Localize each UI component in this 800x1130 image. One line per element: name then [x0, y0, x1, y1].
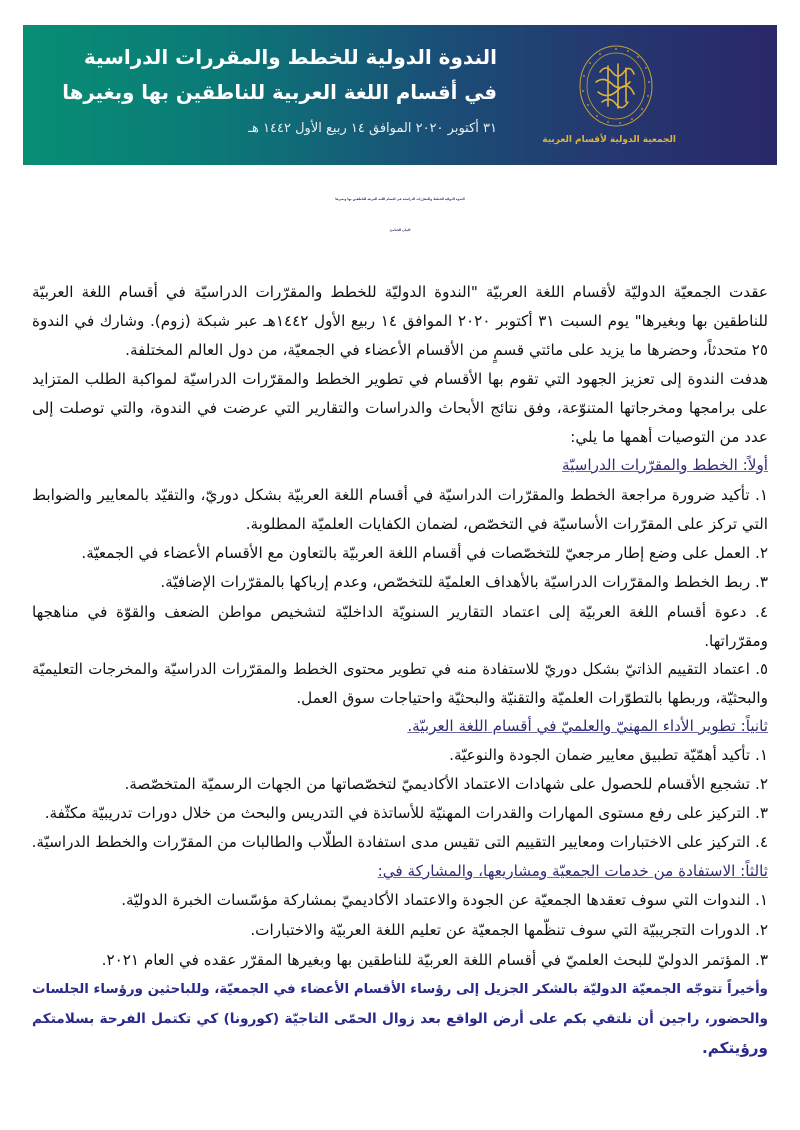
- banner-date: ٣١ أكتوبر ٢٠٢٠ الموافق ١٤ ربيع الأول ١٤٤٢ هـ: [248, 121, 497, 136]
- intro-line: ٢٥ متحدثاً، وحضرها ما يزيد على مائتي قسمٍ من الأقسام الأعضاء في الجمعيّة، من دول العالم المختلفة.: [125, 341, 768, 359]
- list-item: ٣. المؤتمر الدوليّ للبحث العلميّ في أقسام اللغة العربيّة للناطقين بها وبغيرها المقرّر عقده في العام ٢٠٢١.: [101, 951, 768, 969]
- intro-line: هدفت الندوة إلى تعزيز الجهود التي تقوم بها الأقسام في تطوير الخطط والمقرّرات الدراسيّة لمواكبة الطلب المتزايد: [32, 370, 768, 388]
- list-item: ١. تأكيد أهمّيّة تطبيق معايير ضمان الجودة والنوعيّة.: [449, 746, 768, 764]
- closing-line: وأخيراً تتوجّه الجمعيّة الدوليّة بالشكر الجزيل إلى رؤساء الأقسام الأعضاء في الجمعيّة، وللباحثين ورؤساء الجلسات: [32, 982, 768, 997]
- intro-line: للناطقين بها وبغيرها" يوم السبت ٣١ أكتوبر ٢٠٢٠ الموافق ١٤ ربيع الأول ١٤٤٢هـ عبر شبكة (زوم). وشارك في الندوة: [32, 312, 768, 330]
- section-heading-3: ثالثاً: الاستفادة من خدمات الجمعيّة ومشاريعها، والمشاركة في:: [377, 862, 768, 880]
- banner-title-line1: الندوة الدولية للخطط والمقررات الدراسية: [83, 45, 497, 69]
- calligraphy-seal-logo-icon: [578, 44, 654, 128]
- intro-line: على برامجها ومخرجاتها المتنوّعة، وفق نتائج الأبحاث والدراسات والتقارير التي عرضت في الندوة، والتي توصلت إلى: [32, 399, 768, 417]
- section-heading-2: ثانياً: تطوير الأداء المهنيّ والعلميّ في أقسام اللغة العربيّة.: [407, 717, 768, 735]
- list-item: ٤. التركيز على الاختبارات ومعايير التقييم التى تقيس مدى استفادة الطلّاب والطالبات من المقرّرات والخطط الدراسيّة.: [31, 833, 768, 851]
- list-item: ٣. التركيز على رفع مستوى المهارات والقدرات المهنيّة للأساتذة في التدريس والبحث من خلال دورات تدريبيّة مكثّفة.: [44, 804, 768, 822]
- list-item: ومقرّراتها.: [704, 632, 768, 650]
- list-item: والبحثيّة، وربطها بالتطوّرات العلميّة والتقنيّة والبحثيّة واحتياجات سوق العمل.: [296, 689, 768, 707]
- section-heading-1: أولاً: الخطط والمقرّرات الدراسيّة: [561, 456, 768, 474]
- list-item: ١. الندوات التي سوف تعقدها الجمعيّة عن الجودة والاعتماد الأكاديميّ بمشاركة مؤسّسات الخبرة الدوليّة.: [121, 891, 768, 909]
- intro-line: عقدت الجمعيّة الدوليّة لأقسام اللغة العربيّة "الندوة الدوليّة للخطط والمقرّرات الدراسيّة في أقسام اللغة العربيّة: [32, 283, 768, 301]
- list-item: ٢. الدورات التجريبيّة التي سوف تنظّمها الجمعيّة عن تعليم اللغة العربيّة والاختبارات.: [250, 921, 768, 939]
- document-subtitle: البيان الختاميّ: [389, 228, 411, 232]
- closing-line: ورؤيتكم.: [701, 1039, 768, 1057]
- list-item: ٤. دعوة أقسام اللغة العربيّة إلى اعتماد التقارير السنويّة الداخليّة لتشخيص مواطن الضعف والقوّة في مناهجها: [32, 603, 768, 621]
- list-item: ٥. اعتماد التقييم الذاتيّ بشكل دوريّ للاستفادة منه في تطوير محتوى الخطط والمقرّرات الدراسيّة والمخرجات التعليميّة: [32, 660, 768, 678]
- banner-title-line2: في أقسام اللغة العربية للناطقين بها وبغيرها: [62, 81, 497, 104]
- seal-caption: الجمعية الدولية لأقسام العربية: [542, 135, 676, 145]
- list-item: ٣. ربط الخطط والمقرّرات الدراسيّة بالأهداف العلميّة للتخصّص، وعدم إرباكها بالمقرّرات الإضافيّة.: [160, 573, 768, 591]
- document-title: الندوة الدوليّة للخطط والمقرّرات الدراسيّة في أقسام اللغة العربيّة للناطقين بها وبغيرها: [335, 197, 465, 201]
- list-item: ١. تأكيد ضرورة مراجعة الخطط والمقرّرات الدراسيّة في أقسام اللغة العربيّة بشكل دوريّ، والتقيّد بالمعايير والضوابط: [32, 486, 768, 504]
- list-item: ٢. العمل على وضع إطار مرجعيّ للتخصّصات في أقسام اللغة العربيّة بالتعاون مع الأقسام الأعضاء في الجمعيّة.: [81, 544, 768, 562]
- closing-line: والحضور، راجين أن نلتقي بكم على أرض الواقع بعد زوال الحمّى التاجيّة (كورونا) كي تكتمل الفرحة بسلامتكم: [32, 1011, 768, 1027]
- intro-line: عدد من التوصيات أهمها ما يلي:: [570, 428, 768, 446]
- list-item: ٢. تشجيع الأقسام للحصول على شهادات الاعتماد الأكاديميّ لتخصّصاتها من الجهات الرسميّة المتخصّصة.: [124, 775, 768, 793]
- list-item: التي تركز على المقرّرات الأساسيّة في التخصّص، لضمان الكفايات العلميّة المطلوبة.: [245, 515, 768, 533]
